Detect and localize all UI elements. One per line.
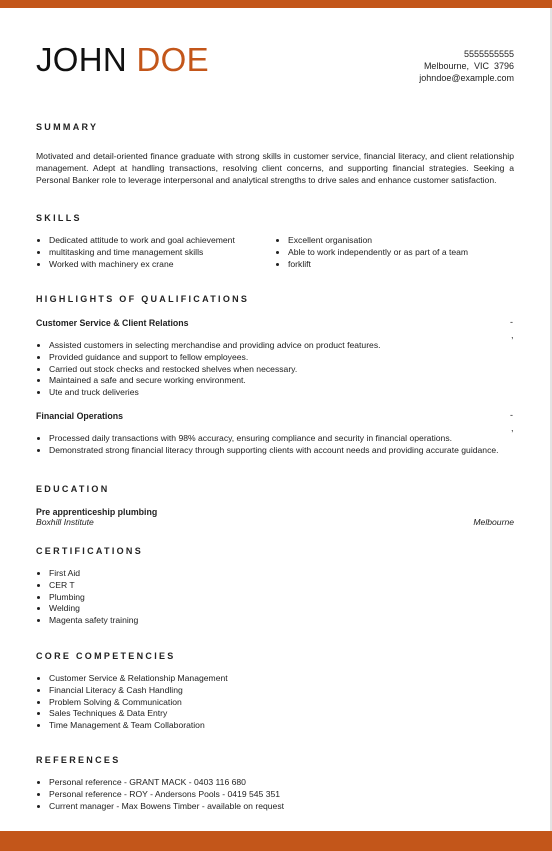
highlight-group-title: Customer Service & Client Relations — [36, 318, 189, 328]
location-comma: , — [511, 423, 514, 433]
certifications-list — [36, 568, 349, 627]
competency-item: • Customer Service & Relationship Management — [49, 673, 349, 685]
reference-item: • Personal reference - GRANT MACK - 0403 116 680 — [49, 777, 409, 789]
contact-block — [419, 48, 514, 84]
top-accent-bar — [0, 0, 552, 8]
competency-item: • Financial Literacy & Cash Handling — [49, 685, 349, 697]
education-school: Boxhill Institute — [36, 517, 94, 527]
contact-phone: 5555555555 — [463, 49, 514, 59]
date-dash: - — [510, 410, 513, 420]
highlight-item: • Processed daily transactions with 98% accuracy, ensuring compliance and security in financial operations. — [49, 433, 514, 445]
competency-item: • Sales Techniques & Data Entry — [49, 708, 349, 720]
references-heading: REFERENCES — [36, 755, 121, 765]
bottom-accent-bar — [0, 831, 552, 851]
competencies-list — [36, 673, 349, 732]
skills-heading: SKILLS — [36, 213, 82, 223]
competencies-heading: CORE COMPETENCIES — [36, 651, 176, 661]
skill-item: • Excellent organisation — [288, 235, 528, 247]
summary-heading: SUMMARY — [36, 122, 99, 132]
highlight-item: • Demonstrated strong financial literacy through supporting clients with account needs and providing accurate guidance. — [49, 445, 514, 457]
first-name: JOHN — [36, 41, 128, 78]
skill-item: • Able to work independently or as part of a team — [288, 247, 528, 259]
education-location: Melbourne — [473, 517, 514, 527]
references-list — [36, 777, 409, 812]
skills-list-left — [36, 235, 274, 270]
highlight-item: • Assisted customers in selecting merchandise and providing advice on product features. — [49, 340, 514, 352]
contact-email: johndoe@example.com — [419, 73, 514, 83]
last-name: DOE — [136, 41, 209, 78]
skill-item: • Dedicated attitude to work and goal achievement — [49, 235, 274, 247]
competency-item: • Problem Solving & Communication — [49, 697, 349, 709]
certification-item: • Magenta safety training — [49, 615, 349, 627]
highlight-item: • Carried out stock checks and restocked shelves when necessary. — [49, 364, 514, 376]
reference-item: • Personal reference - ROY - Andersons Pools - 0419 545 351 — [49, 789, 409, 801]
highlight-item: • Provided guidance and support to fellow employees. — [49, 352, 514, 364]
contact-location: Melbourne, VIC 3796 — [423, 61, 514, 71]
highlight-list — [36, 433, 514, 457]
highlight-item: • Ute and truck deliveries — [49, 387, 514, 399]
certification-item: • Plumbing — [49, 592, 349, 604]
highlight-group-title: Financial Operations — [36, 411, 124, 421]
reference-item: • Current manager - Max Bowens Timber - available on request — [49, 801, 409, 813]
skill-item: • forklift — [288, 259, 528, 271]
highlight-list — [36, 340, 514, 399]
certification-item: • CER T — [49, 580, 349, 592]
certification-item: • First Aid — [49, 568, 349, 580]
highlights-heading: HIGHLIGHTS OF QUALIFICATIONS — [36, 294, 250, 304]
highlight-item: • Maintained a safe and secure working environment. — [49, 375, 514, 387]
education-heading: EDUCATION — [36, 484, 110, 494]
certifications-heading: CERTIFICATIONS — [36, 546, 144, 556]
certification-item: • Welding — [49, 603, 349, 615]
location-comma: , — [511, 330, 514, 340]
skill-item: • Worked with machinery ex crane — [49, 259, 274, 271]
skill-item: • multitasking and time management skills — [49, 247, 274, 259]
skills-list-right — [275, 235, 528, 270]
candidate-name — [36, 40, 209, 80]
date-dash: - — [510, 317, 513, 327]
summary-text: Motivated and detail-oriented finance graduate with strong skills in customer service, financial literacy, and client relationship management. Adept at handling transactions, resolving client concerns, and supporting financial strategies. Seeking a Personal Banker role to leverage interpersonal and analytical strengths to drive sales and enhance customer satisfaction. — [36, 151, 514, 185]
competency-item: • Time Management & Team Collaboration — [49, 720, 349, 732]
education-course: Pre apprenticeship plumbing — [36, 507, 158, 517]
